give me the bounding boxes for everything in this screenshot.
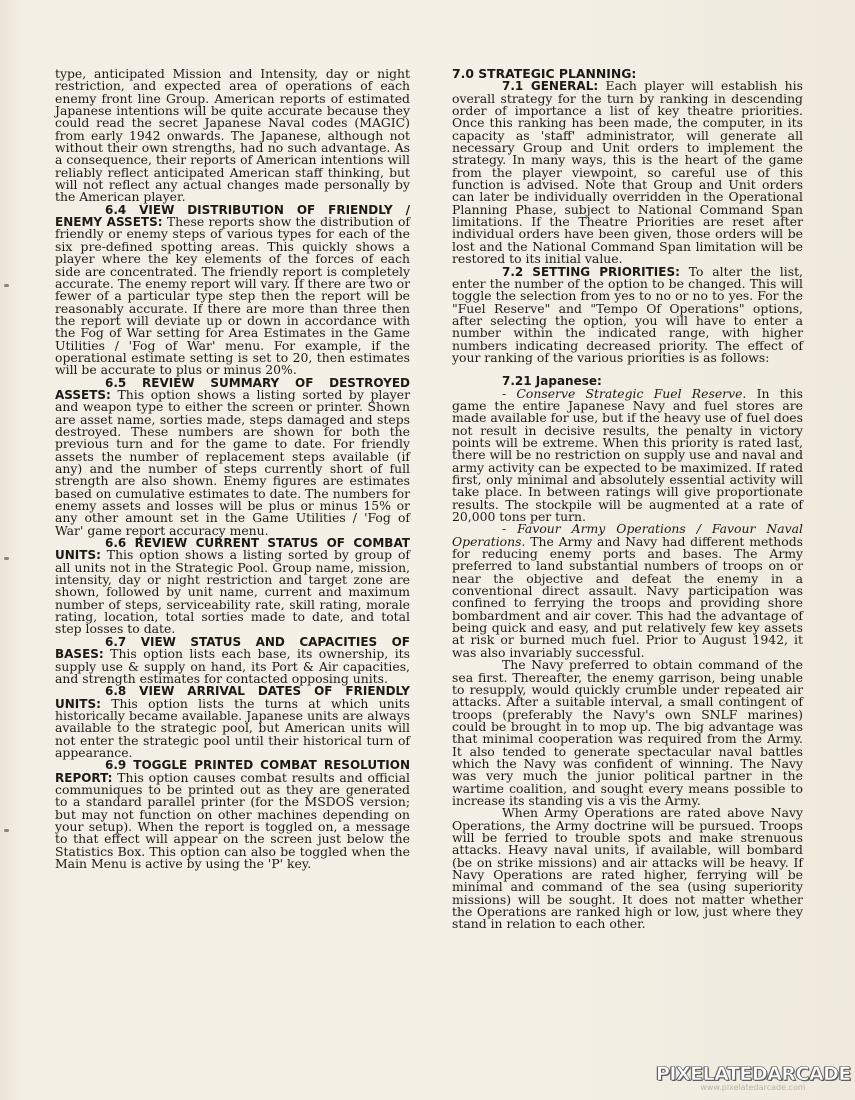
heading-6-7: 6.7 VIEW STATUS AND CAPACITIES OF BASES:	[55, 634, 410, 662]
watermark	[656, 1063, 850, 1092]
paragraph-favour-operations: - Favour Army Operations / Favour Naval Operations. The Army and Navy had different methods for reducing enemy ports and bases. The Army preferred to land substantial numbers of troops on or near the objective and defeat the enemy in a conventional direct assault. Navy participation was confined to ferrying the troops and providing shore bombardment and air cover. This had the advantage of being quick and easy, and put relatively few key assets at risk or burned much fuel. Prior to August 1942, it was also invariably successful.	[452, 521, 803, 660]
heading-7-2: 7.2 SETTING PRIORITIES:	[502, 264, 680, 279]
section-7-2: 7.2 SETTING PRIORITIES: To alter the list, enter the number of the option to be changed. This will toggle the selection from yes to no or no to yes. For the "Fuel Reserve" and "Tempo Of Operations" options, after selecting the option, you will have to enter a number within the indicated range, with higher numbers indicating decreased priority. The effect of your ranking of the various priorities is as follows:	[452, 263, 803, 365]
watermark-logo: PIXELATEDARCADE	[656, 1063, 851, 1085]
section-6-4: 6.4 VIEW DISTRIBUTION OF FRIENDLY / ENEMY ASSETS: These reports show the distribution of friendly or enemy steps of various types for each of the six pre-defined spotting areas. This quickly shows a player where the key elements of the forces of each side are concentrated. The friendly report is completely accurate. The enemy report will vary. If there are two or fewer of a particular type step then the report will be reasonably accurate. If there are more than three then the report will deviate up or down in accordance with the Fog of War setting for Area Estimates in the Game Utilities / 'Fog of War' menu. For example, if the operational estimate setting is set to 20, then estimates will be accurate to plus or minus 20%.	[55, 202, 410, 378]
heading-6-6: 6.6 REVIEW CURRENT STATUS OF COMBAT UNITS:	[55, 536, 410, 563]
paragraph-navy-doctrine: The Navy preferred to obtain command of the sea first. Thereafter, the enemy garrison, being unable to resupply, would quickly crumble under repeated air attacks. After a suitable interval, a small contingent of troops (preferably the Navy's own SNLF marines) could be brought in to mop up. The big advantage was that minimal cooperation was required from the Army. It also tended to generate spectacular naval battles which the Navy was confident of winning. The Navy was very much the junior political partner in the wartime coalition, and sought every means possible to increase its standing vis a vis the Army.	[452, 657, 803, 808]
heading-7-1: 7.1 GENERAL:	[502, 79, 599, 94]
section-7-1: 7.1 GENERAL: Each player will establish his overall strategy for the turn by ranking in descending order of importance a list of key theatre priorities. Once this ranking has been made, the computer, in its capacity as 'staff' administrator, will generate all necessary Group and Unit orders to implement the strategy. In many ways, this is the heart of the game from the player viewpoint, so careful use of this function is advised. Note that Group and Unit orders can later be individually overridden in the Operational Planning Phase, subject to National Command Span limitations. If the Theatre Priorities are reset after individual orders have been given, those orders will be lost and the National Command Span limitation will be restored to its initial value.	[452, 78, 803, 267]
paragraph-fuel-reserve: - Conserve Strategic Fuel Reserve. In this game the entire Japanese Navy and fuel stores are made available for use, but if the heavy use of fuel does not result in decisive results, the penalty in victory points will be extreme. When this priority is rated last, there will be no restriction on supply use and naval and army activity can be expected to be maximized. If rated first, only minimal and absolutely essential activity will take place. In between ratings will give proportionate results. The stockpile will be augmented at a rate of 20,000 tons per turn.	[452, 385, 803, 525]
right-column	[452, 68, 803, 931]
heading-7-21: 7.21 Japanese:	[502, 374, 602, 389]
section-6-7: 6.7 VIEW STATUS AND CAPACITIES OF BASES: This option lists each base, its ownership, its supply use & supply on hand, its Port & Air capacities, and strength estimates for contacted opposing units.	[55, 634, 410, 686]
section-title-7-0: 7.0 STRATEGIC PLANNING:	[452, 66, 637, 81]
section-6-8: 6.8 VIEW ARRIVAL DATES OF FRIENDLY UNITS: This option lists the turns at which units historically became available. Japanese units are always available to the strategic pool, but American units will not enter the strategic pool until their historical turn of appearance.	[55, 684, 410, 760]
paragraph-army-vs-navy: When Army Operations are rated above Navy Operations, the Army doctrine will be pursued. Troops will be ferried to trouble spots and make strenuous attacks. Heavy naval units, if available, will bombard (be on strike missions) and air attacks will be heavy. If Navy Operations are rated higher, ferrying will be minimal and command of the sea (using superiority missions) will be sought. It does not matter whether the Operations are ranked high or low, just where they stand in relation to each other.	[452, 805, 803, 932]
heading-6-8: 6.8 VIEW ARRIVAL DATES OF FRIENDLY UNITS:	[55, 684, 410, 711]
section-6-9: 6.9 TOGGLE PRINTED COMBAT RESOLUTION REPORT: This option causes combat results and official communiques to be printed out as they are generated to a standard parallel printer (for the MSDOS version; but may not function on other machines depending on your setup). When the report is toggled on, a message to that effect will appear on the screen just below the Statistics Box. This option can also be toggled when the Main Menu is active by using the 'P' key.	[55, 758, 410, 871]
section-6-6: 6.6 REVIEW CURRENT STATUS OF COMBAT UNITS: This option shows a listing sorted by group of all units not in the Strategic Pool. Group name, mission, intensity, day or night restriction and target zone are shown, followed by unit name, current and maximum number of steps, serviceability rate, skill rating, morale rating, location, total sorties made to date, and total step losses to date.	[55, 536, 410, 637]
paragraph-intro: type, anticipated Mission and Intensity, day or night restriction, and expected area of operations of each enemy front line Group. American reports of estimated Japanese intentions will be quite accurate because they could read the secret Japanese Naval codes (MAGIC) from early 1942 onwards. The Japanese, although not without their own strengths, had no such advantage. As a consequence, their reports of American intentions will reliably reflect anticipated American staff thinking, but will not reflect any actual changes made personally by the American player.	[55, 66, 410, 205]
watermark-url: www.pixelatedarcade.com	[700, 1083, 806, 1092]
heading-6-9: 6.9 TOGGLE PRINTED COMBAT RESOLUTION REPORT:	[55, 758, 410, 785]
heading-6-4: 6.4 VIEW DISTRIBUTION OF FRIENDLY / ENEMY ASSETS:	[55, 202, 410, 230]
option-fuel-reserve: - Conserve Strategic Fuel Reserve.	[502, 385, 747, 401]
heading-6-5: 6.5 REVIEW SUMMARY OF DESTROYED ASSETS:	[55, 375, 410, 402]
section-6-5: 6.5 REVIEW SUMMARY OF DESTROYED ASSETS: This option shows a listing sorted by player and weapon type to either the screen or printer. Shown are asset name, sorties made, steps damaged and steps destroyed. These numbers are shown for both the previous turn and for the game to date. For friendly assets the number of replacement steps available (if any) and the number of steps currently short of full strength are also shown. Enemy figures are estimates based on cumulative estimates to date. The numbers for enemy assets and losses will be plus or minus 15% or any other amount set in the Game Utilities / 'Fog of War' game report accuracy menu.	[55, 375, 410, 538]
option-favour-operations: - Favour Army Operations / Favour Naval Operations.	[452, 521, 803, 549]
left-column	[55, 68, 410, 870]
